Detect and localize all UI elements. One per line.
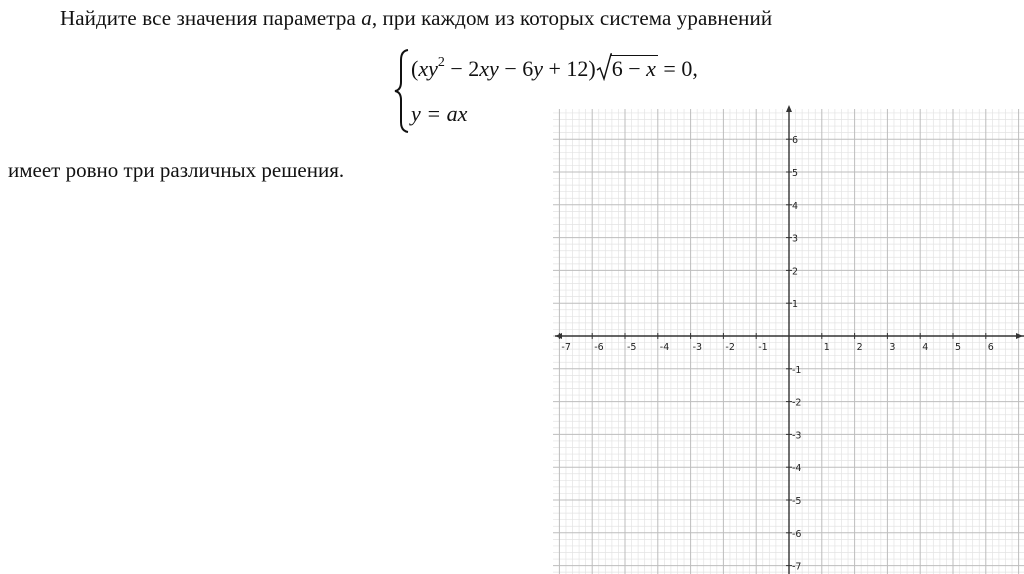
y-tick-label: -4 xyxy=(792,463,802,475)
y-tick-label: -5 xyxy=(792,496,802,507)
problem-conclusion: имеет ровно три различных решения. xyxy=(8,158,345,182)
x-axis-right-arrow-icon xyxy=(1016,333,1023,339)
radical-sign-icon xyxy=(596,53,612,81)
y-tick-label: -3 xyxy=(792,430,802,442)
x-tick-label: -2 xyxy=(725,342,735,353)
x-tick-label: 3 xyxy=(889,342,896,353)
y-tick-label: -2 xyxy=(792,397,802,409)
x-tick-label: -5 xyxy=(627,342,637,353)
x-tick-label: 2 xyxy=(856,342,863,353)
y-tick-label: -1 xyxy=(792,364,802,376)
radicand: 6 − x xyxy=(611,56,656,81)
square-root xyxy=(596,55,658,82)
x-tick-label: -1 xyxy=(758,342,768,353)
x-tick-label: 6 xyxy=(987,342,994,353)
y-tick-label: 6 xyxy=(792,135,799,147)
x-tick-label: 1 xyxy=(823,342,830,353)
curly-brace-icon xyxy=(393,48,411,134)
problem-intro-text-end: , при каждом из которых система уравнений xyxy=(371,6,773,30)
y-tick-label: 4 xyxy=(792,200,799,212)
y-tick-label: 1 xyxy=(792,299,799,311)
x-tick-label: -7 xyxy=(561,342,571,353)
x-tick-label: 4 xyxy=(922,342,929,353)
coordinate-plane xyxy=(553,103,1024,574)
y-tick-label: 2 xyxy=(792,266,799,278)
problem-statement xyxy=(60,6,772,31)
y-axis-top-arrow-icon xyxy=(786,105,792,112)
x-tick-label: -6 xyxy=(594,342,604,353)
parameter-variable: a xyxy=(361,6,372,30)
problem-intro-text: Найдите все значения параметра xyxy=(60,6,362,30)
x-tick-label: -4 xyxy=(659,342,670,353)
y-tick-label: 5 xyxy=(792,168,799,179)
equation-2: y = ax xyxy=(411,101,468,126)
x-axis-left-arrow-icon xyxy=(555,333,562,339)
y-tick-label: -6 xyxy=(792,528,802,540)
y-tick-label: 3 xyxy=(792,233,799,245)
y-tick-label: -7 xyxy=(792,561,802,573)
x-tick-label: 5 xyxy=(955,342,962,353)
coordinate-grid xyxy=(553,103,1024,574)
equation-1: $(xy^2 - 2xy - 6y + 12)$ 6 − x = 0, xyxy=(411,54,698,81)
x-tick-label: -3 xyxy=(692,342,703,353)
